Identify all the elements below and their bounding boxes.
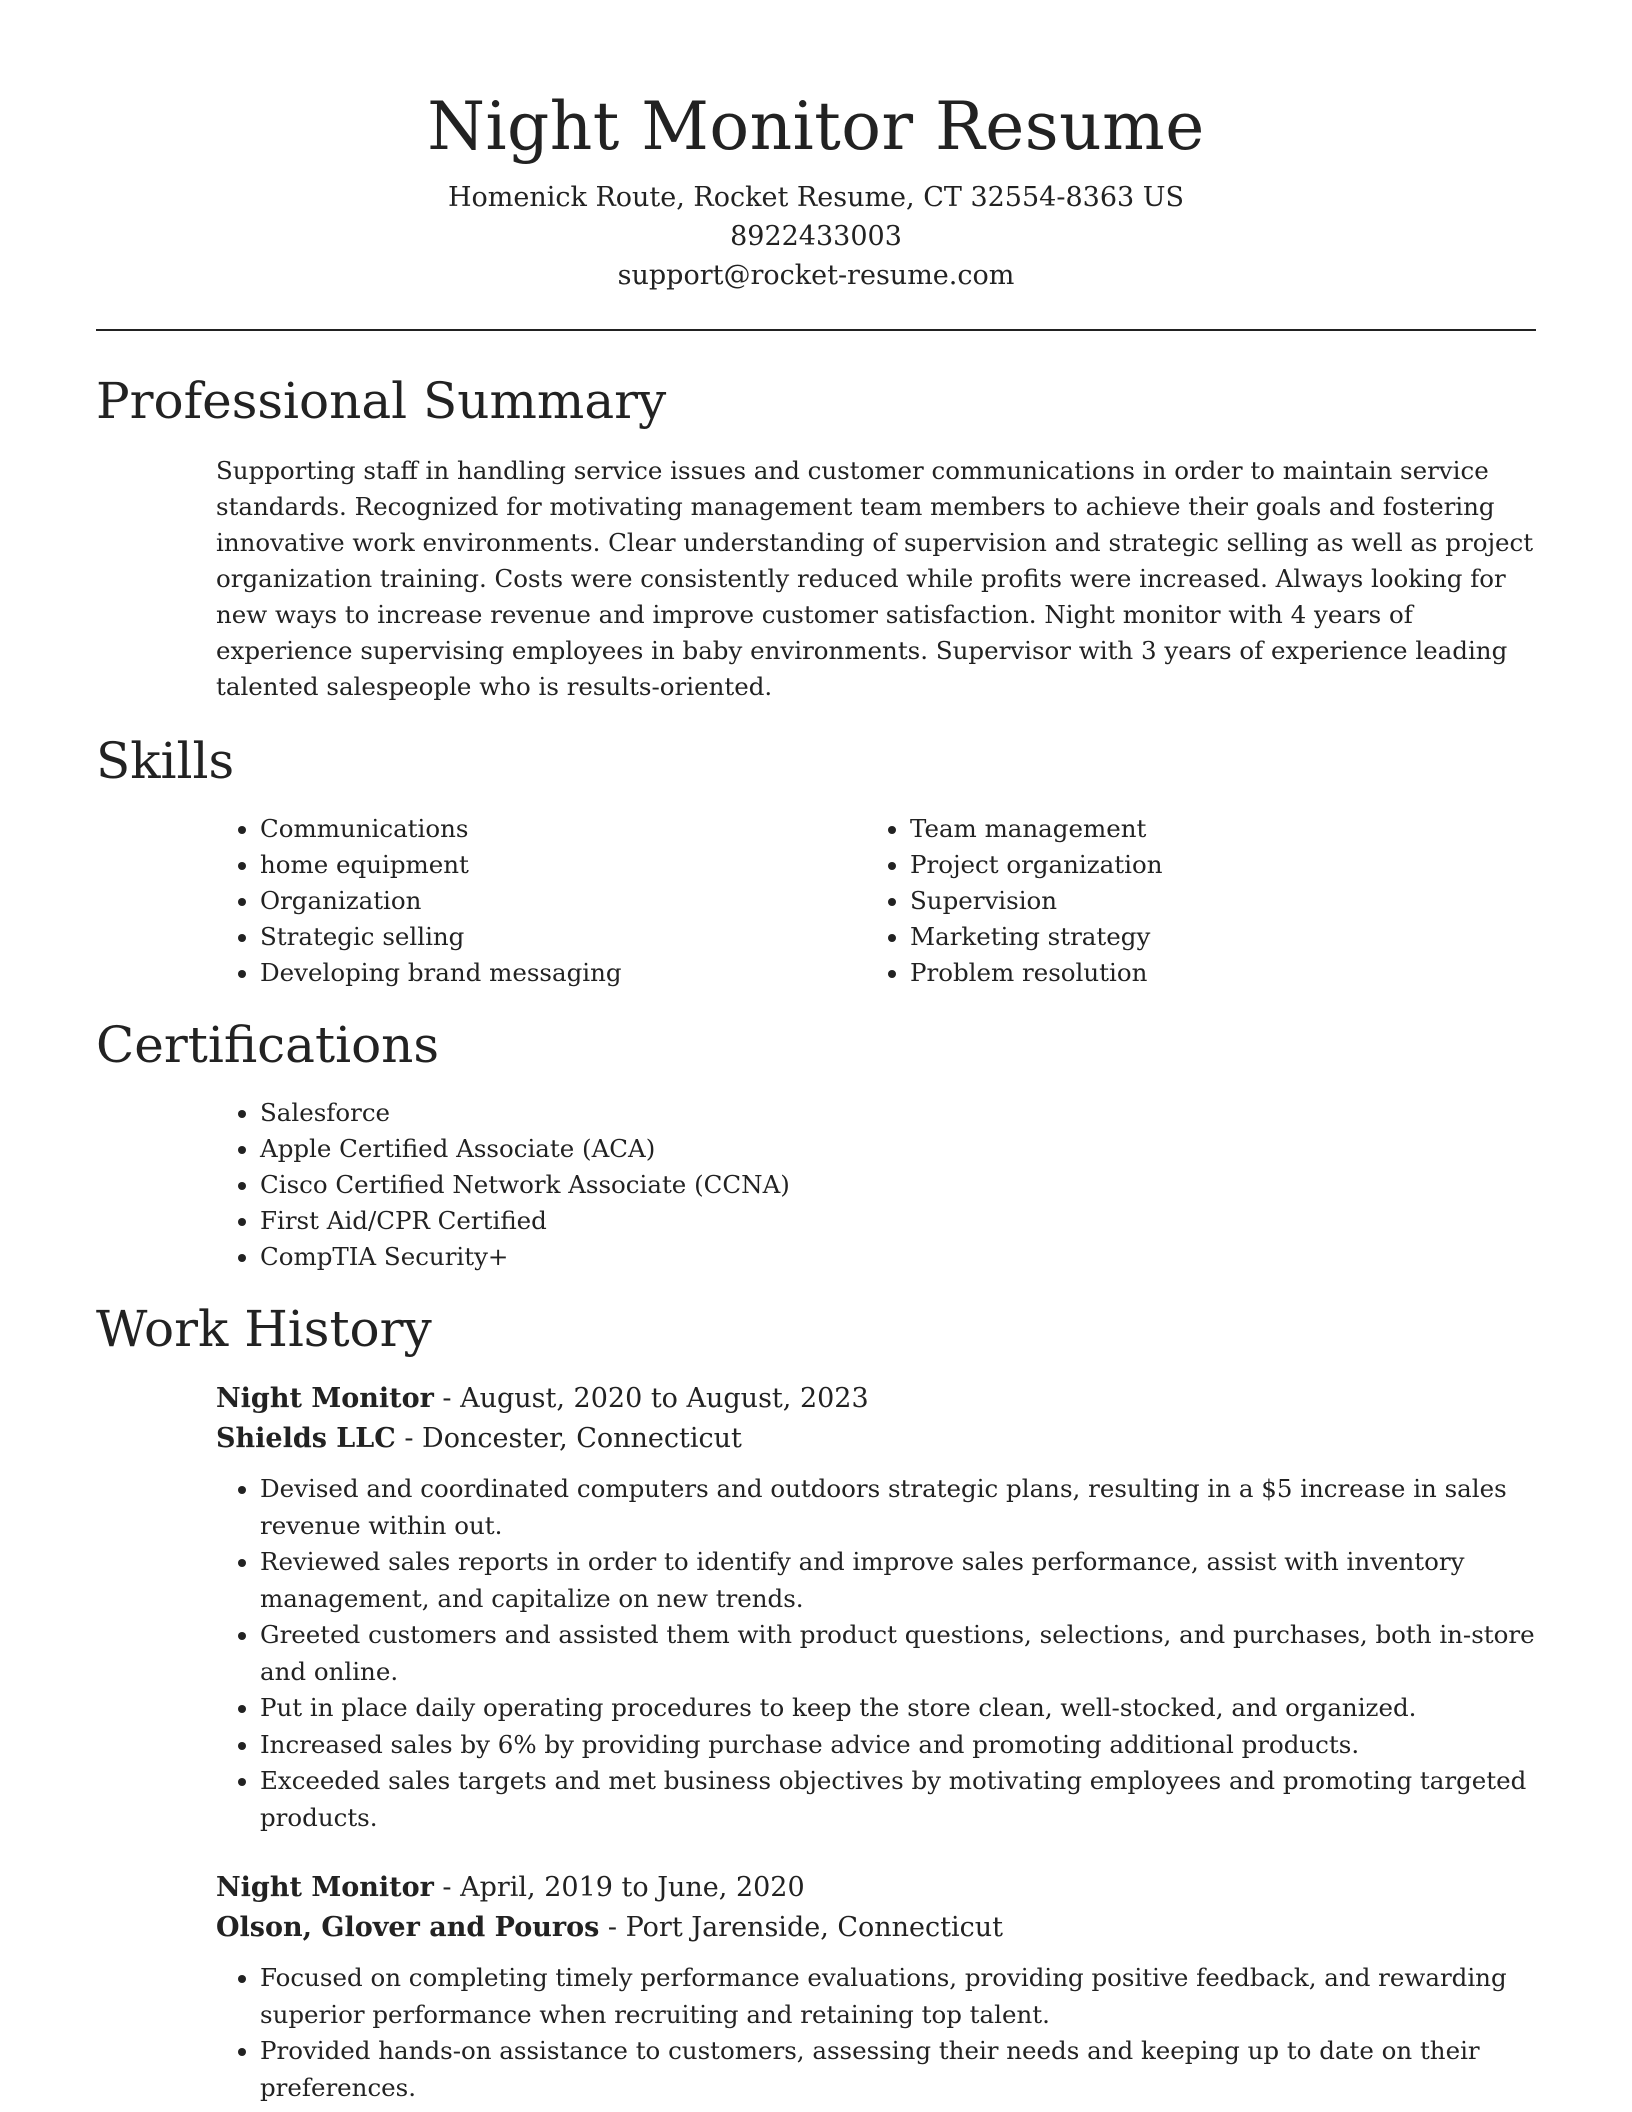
skills-column-right	[866, 811, 1516, 991]
job-company: Shields LLC	[216, 1423, 396, 1454]
job-role: Night Monitor	[216, 1383, 434, 1414]
certification-item: • Salesforce	[260, 1095, 1536, 1131]
job-bullet: • Exceeded sales targets and met business objectives by motivating employees and promoting targeted products.	[260, 1763, 1536, 1836]
certification-item: • Cisco Certified Network Associate (CCNA)	[260, 1167, 1536, 1203]
skill-item: • Communications	[260, 811, 866, 847]
skill-item: • Strategic selling	[260, 919, 866, 955]
job-responsibilities	[216, 1471, 1536, 1836]
job-dates: - April, 2019 to June, 2020	[433, 1872, 805, 1903]
header-divider	[96, 329, 1536, 331]
skill-item: • Project organization	[910, 847, 1516, 883]
job-role: Night Monitor	[216, 1872, 434, 1903]
certifications-heading: Certifications	[96, 1016, 440, 1074]
skill-item: • Team management	[910, 811, 1516, 847]
job-company: Olson, Glover and Pouros	[216, 1912, 600, 1943]
certification-item: • First Aid/CPR Certified	[260, 1203, 1536, 1239]
work-history-heading: Work History	[96, 1300, 432, 1358]
job-entry	[216, 1379, 1536, 1836]
contact-phone: 8922433003	[730, 221, 902, 252]
skill-item: • Problem resolution	[910, 955, 1516, 991]
summary-heading: Professional Summary	[96, 372, 667, 430]
contact-info	[96, 178, 1536, 295]
job-title-line	[216, 1868, 1536, 1908]
job-company-line	[216, 1419, 1536, 1459]
contact-email: support@rocket-resume.com	[617, 260, 1015, 291]
job-bullet: • Focused on completing timely performance evaluations, providing positive feedback, and rewarding superior performance when recruiting and retaining top talent.	[260, 1960, 1536, 2033]
summary-text: Supporting staff in handling service issues and customer communications in order to maintain service standards. Recognized for motivating management team members to achieve their goals and fostering innovative work environments. Clear understanding of supervision and strategic selling as well as project organization training. Costs were consistently reduced while profits were increased. Always looking for new ways to increase revenue and improve customer satisfaction. Night monitor with 4 years of experience supervising employees in baby environments. Supervisor with 3 years of experience leading talented salespeople who is results-oriented.	[216, 456, 1534, 701]
certification-item: • Apple Certified Associate (ACA)	[260, 1131, 1536, 1167]
job-location: - Port Jarenside, Connecticut	[599, 1912, 1004, 1943]
resume-header	[96, 0, 1536, 295]
skill-item: • Marketing strategy	[910, 919, 1516, 955]
skill-item: • Organization	[260, 883, 866, 919]
skill-item: • Supervision	[910, 883, 1516, 919]
skills-column-left	[216, 811, 866, 991]
job-bullet: • Provided hands-on assistance to customers, assessing their needs and keeping up to date on their preferences.	[260, 2033, 1536, 2106]
job-bullet: • Greeted customers and assisted them with product questions, selections, and purchases, both in-store and online.	[260, 1617, 1536, 1690]
job-location: - Doncester, Connecticut	[395, 1423, 742, 1454]
contact-address: Homenick Route, Rocket Resume, CT 32554-8363 US	[447, 182, 1185, 213]
certification-item: • CompTIA Security+	[260, 1239, 1536, 1275]
resume-page	[96, 0, 1536, 2106]
job-bullet: • Reviewed sales reports in order to identify and improve sales performance, assist with inventory management, and capitalize on new trends.	[260, 1544, 1536, 1617]
job-bullet: • Increased sales by 6% by providing purchase advice and promoting additional products.	[260, 1727, 1536, 1764]
skills-list	[216, 811, 1536, 991]
resume-title: Night Monitor Resume	[427, 88, 1205, 165]
skill-item: • Developing brand messaging	[260, 955, 866, 991]
skills-heading: Skills	[96, 732, 235, 790]
job-title-line	[216, 1379, 1536, 1419]
job-bullet: • Devised and coordinated computers and outdoors strategic plans, resulting in a $5 increase in sales revenue within out.	[260, 1471, 1536, 1544]
job-company-line	[216, 1908, 1536, 1948]
certifications-list	[216, 1095, 1536, 1275]
job-responsibilities	[216, 1960, 1536, 2106]
job-bullet: • Put in place daily operating procedures to keep the store clean, well-stocked, and organized.	[260, 1690, 1536, 1727]
job-dates: - August, 2020 to August, 2023	[433, 1383, 869, 1414]
skill-item: • home equipment	[260, 847, 866, 883]
job-entry	[216, 1868, 1536, 2106]
